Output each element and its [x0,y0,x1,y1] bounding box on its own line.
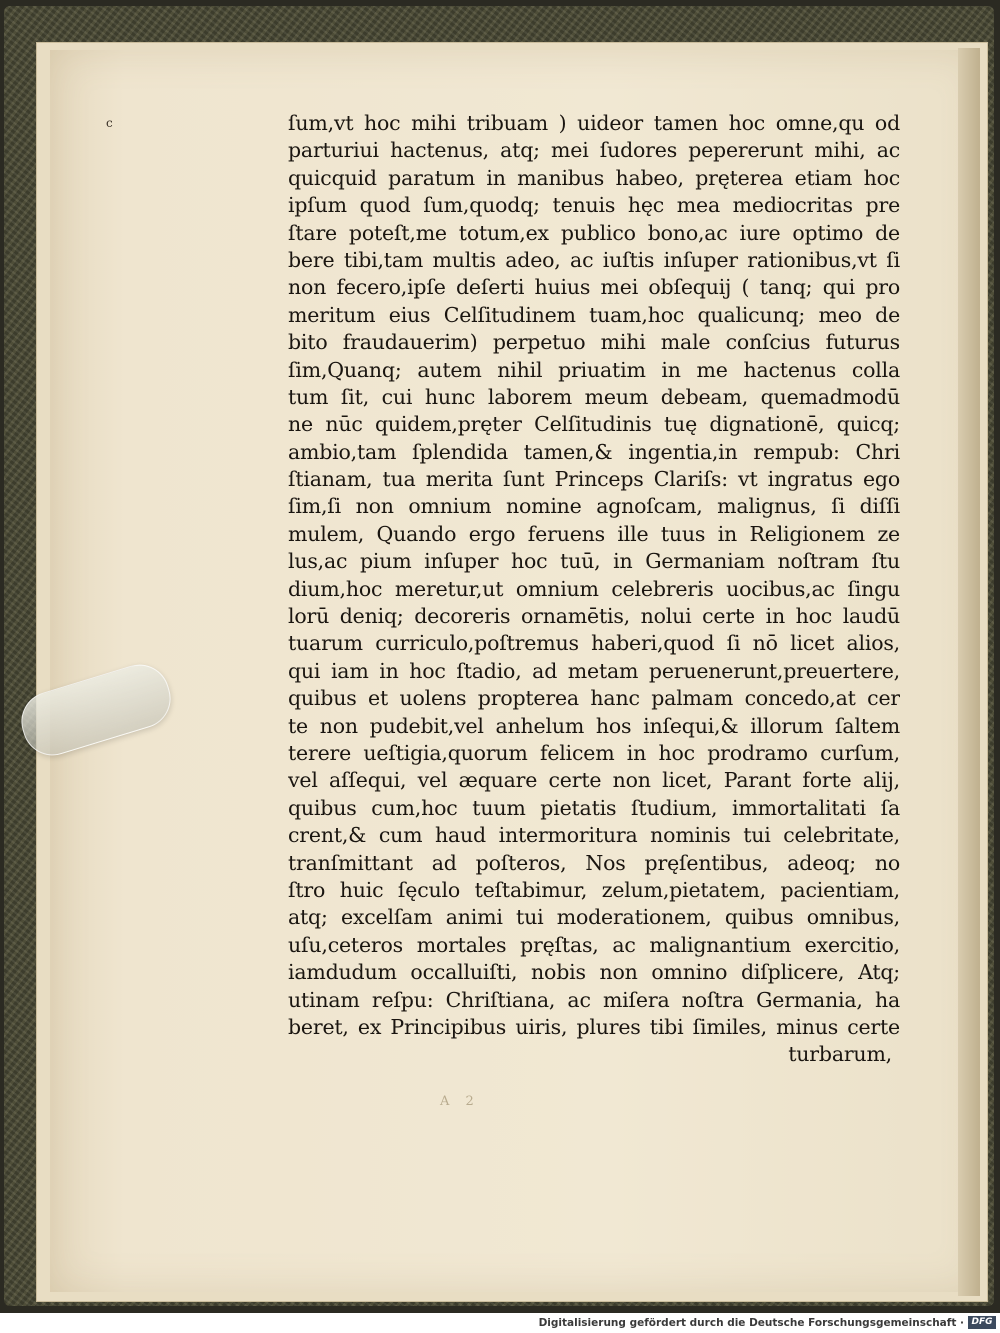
text-line: ne nūc quidem,pręter Celſitudinis tuę dignationē, quicq; [288,412,900,437]
footer-credit: Digitalisierung gefördert durch die Deutsche Forschungsgemeinschaft · [538,1317,964,1329]
text-line: te non pudebit,vel anhelum hos inſequi,& illorum ſaltem [288,713,900,738]
text-line: lus,ac pium inſuper hoc tuū, in Germaniam noſtram ſtu [288,549,900,574]
footer-bar [0,1313,1000,1333]
dfg-logo: DFG [968,1316,996,1329]
text-line: tum ſit, cui hunc laborem meum debeam, quemadmodū [288,384,900,409]
page-edge [958,48,980,1296]
text-line: crent,& cum haud intermoritura nominis tui celebritate, [288,823,900,848]
text-line: ipſum quod ſum,quodq; tenuis hęc mea mediocritas pre [288,193,900,218]
text-line: ſum,vt hoc mihi tribuam ) uideor tamen hoc omne,qu od [288,111,900,135]
text-line: utinam reſpu: Chriſtiana, ac miſera noſtra Germania, ha [288,987,900,1012]
text-line: bito fraudauerim) perpetuo mihi male conſcius futurus [288,330,900,355]
text-line: ſtro huic ſęculo teſtabimur, zelum,pietatem, pacientiam, [288,877,900,902]
text-line: atq; excelſam animi tui moderationem, quibus omnibus, [288,905,900,930]
text-line: ambio,tam ſplendida tamen,& ingentia,in rempub: Chri [288,439,900,464]
text-line: quicquid paratum in manibus habeo, pręterea etiam hoc [288,165,900,190]
signature-mark: A 2 [440,1094,480,1109]
text-line: tranſmittant ad poſteros, Nos pręſentibus, adeoq; no [288,850,900,875]
text-line: ſim,Quanq; autem nihil priuatim in me hactenus colla [288,357,900,382]
text-line: ſtianam, tua merita ſunt Princeps Clariſs: vt ingratus ego [288,467,900,492]
text-line: tuarum curriculo,poſtremus haberi,quod ſi nō licet alios, [288,631,900,656]
text-line: lorū deniq; decoreris ornamētis, nolui certe in hoc laudū [288,604,900,629]
text-line: bere tibi,tam multis adeo, ac iuſtis inſuper rationibus,vt ſi [288,247,900,272]
text-line: qui iam in hoc ſtadio, ad metam peruenerunt,preuertere, [288,658,900,683]
text-line: ſim,ſi non omnium nomine agnoſcam, malignus, ſi diſſi [288,494,900,519]
text-line: quibus et uolens propterea hanc palmam concedo,at cer [288,686,900,711]
text-line: quibus cum,hoc tuum pietatis ſtudium, immortalitati ſa [288,795,900,820]
text-line: beret, ex Principibus uiris, plures tibi ſimiles, minus certe [288,1014,900,1039]
text-line: iamdudum occalluiſti, nobis non omnino diſplicere, Atq; [288,960,900,985]
catchword: turbarum, [788,1042,892,1067]
text-line: vel aſſequi, vel æquare certe non licet, Parant forte alij, [288,768,900,793]
text-line: parturiui hactenus, atq; mei ſudores pepererunt mihi, ac [288,138,900,163]
text-line: uſu,ceteros mortales pręſtas, ac malignantium exercitio, [288,932,900,957]
page-text-block [288,110,900,1069]
text-line: non fecero,ipſe deſerti huius mei obſequij ( tanq; qui pro [288,275,900,300]
text-line: meritum eius Celſitudinem tuam,hoc qualicunq; meo de [288,302,900,327]
text-line: mulem, Quando ergo feruens ille tuus in Religionem ze [288,521,900,546]
margin-mark: c [106,116,113,130]
text-line: ſtare poteſt,me totum,ex publico bono,ac iure optimo de [288,220,900,245]
text-line: terere ueſtigia,quorum felicem in hoc prodramo curſum, [288,740,900,765]
text-line: dium,hoc meretur,ut omnium celebreris uocibus,ac ſingu [288,576,900,601]
